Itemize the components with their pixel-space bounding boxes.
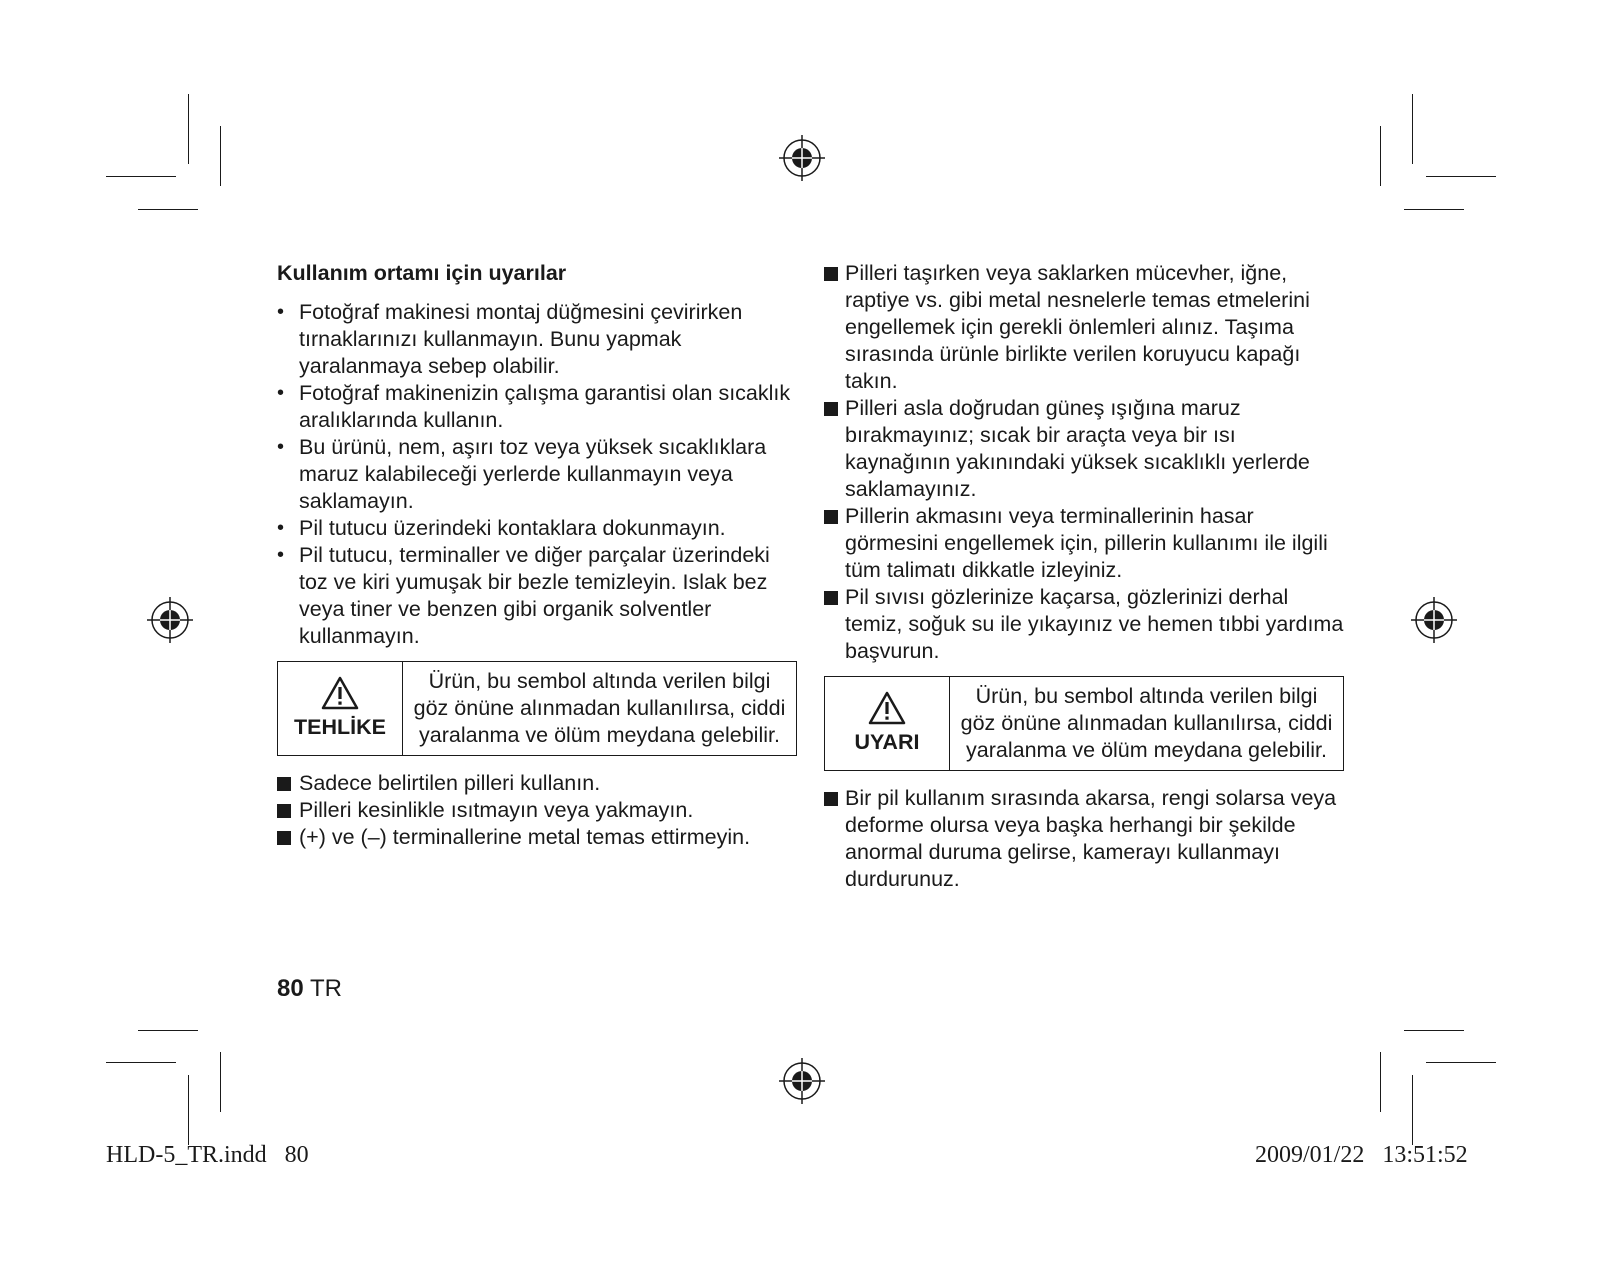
list-item: Bir pil kullanım sırasında akarsa, rengi solarsa veya deforme olursa veya başka herhangi bir şekilde anormal duruma gelirse, kamerayı kullanmayı durdurunuz. bbox=[824, 785, 1344, 893]
warning-text: Ürün, bu sembol altında verilen bilgi göz önüne alınmadan kullanılırsa, ciddi yaralanma ve ölüm meydana gelebilir. bbox=[960, 684, 1333, 762]
list-item: • Bu ürünü, nem, aşırı toz veya yüksek sıcaklıklara maruz kalabileceği yerlerde kullanmayın veya saklamayın. bbox=[277, 435, 767, 513]
list-item: Pilleri asla doğrudan güneş ışığına maruz bırakmayınız; sıcak bir araçta veya bir ısı kaynağının yakınındaki yüksek sıcaklıklı yerlerde saklamayınız. bbox=[824, 395, 1344, 503]
crop-mark bbox=[106, 1062, 176, 1063]
list-item: (+) ve (–) terminallerine metal temas ettirmeyin. bbox=[277, 824, 797, 851]
list-item: • Pil tutucu üzerindeki kontaklara dokunmayın. bbox=[277, 516, 726, 540]
registration-mark-icon bbox=[147, 597, 193, 643]
crop-mark bbox=[1412, 94, 1413, 164]
left-column bbox=[277, 260, 797, 851]
danger-label-cell bbox=[278, 662, 403, 755]
square-list bbox=[277, 770, 797, 851]
list-item: Pilleri taşırken veya saklarken mücevher, iğne, raptiye vs. gibi metal nesnelerle temas etmelerini engellemek için gerekli önlemleri alınız. Taşıma sırasında ürünle birlikte verilen koruyucu kapağı takın. bbox=[824, 260, 1344, 395]
registration-mark-icon bbox=[1411, 597, 1457, 643]
warning-triangle-icon bbox=[321, 676, 359, 710]
list-item: • Fotoğraf makinesi montaj düğmesini çevirirken tırnaklarınızı kullanmayın. Bunu yapmak yaralanmaya sebep olabilir. bbox=[277, 300, 743, 378]
bullet-list bbox=[277, 299, 797, 650]
crop-mark bbox=[220, 126, 221, 186]
list-item: Sadece belirtilen pilleri kullanın. bbox=[277, 770, 797, 797]
crop-mark bbox=[188, 1075, 189, 1145]
crop-mark bbox=[138, 209, 198, 210]
slug-timestamp: 2009/01/22 13:51:52 bbox=[1255, 1142, 1468, 1168]
right-column bbox=[824, 260, 1344, 893]
warning-box bbox=[824, 676, 1344, 771]
danger-text: Ürün, bu sembol altında verilen bilgi göz önüne alınmadan kullanılırsa, ciddi yaralanma ve ölüm meydana gelebilir. bbox=[413, 669, 786, 747]
crop-mark bbox=[1404, 209, 1464, 210]
registration-mark-icon bbox=[779, 135, 825, 181]
crop-mark bbox=[220, 1052, 221, 1112]
crop-mark bbox=[106, 176, 176, 177]
crop-mark bbox=[1404, 1030, 1464, 1031]
list-item: • Fotoğraf makinenizin çalışma garantisi olan sıcaklık aralıklarında kullanın. bbox=[277, 381, 791, 432]
crop-mark bbox=[1426, 176, 1496, 177]
registration-mark-icon bbox=[779, 1058, 825, 1104]
crop-mark bbox=[1380, 126, 1381, 186]
page-number bbox=[277, 975, 342, 1003]
section-heading: Kullanım ortamı için uyarılar bbox=[277, 261, 567, 285]
square-list bbox=[824, 785, 1344, 893]
warning-label-cell bbox=[825, 677, 950, 770]
language-code: TR bbox=[309, 975, 342, 1002]
list-item: Pilleri kesinlikle ısıtmayın veya yakmayın. bbox=[277, 797, 797, 824]
crop-mark bbox=[138, 1030, 198, 1031]
crop-mark bbox=[1412, 1075, 1413, 1145]
slug-file: HLD-5_TR.indd 80 bbox=[106, 1142, 309, 1168]
danger-box bbox=[277, 661, 797, 756]
crop-mark bbox=[188, 94, 189, 164]
list-item: Pil sıvısı gözlerinize kaçarsa, gözlerinizi derhal temiz, soğuk su ile yıkayınız ve hemen tıbbi yardıma başvurun. bbox=[824, 584, 1344, 665]
page-number-value: 80 bbox=[277, 975, 304, 1002]
warning-triangle-icon bbox=[868, 691, 906, 725]
crop-mark bbox=[1380, 1052, 1381, 1112]
square-list bbox=[824, 260, 1344, 665]
danger-label: TEHLİKE bbox=[294, 715, 386, 739]
list-item: • Pil tutucu, terminaller ve diğer parçalar üzerindeki toz ve kiri yumuşak bir bezle temizleyin. Islak bez veya tiner ve benzen gibi organik solventler kullanmayın. bbox=[277, 543, 770, 648]
list-item: Pillerin akmasını veya terminallerinin hasar görmesini engellemek için, pillerin kullanımı ile ilgili tüm talimatı dikkatle izleyiniz. bbox=[824, 503, 1344, 584]
crop-mark bbox=[1426, 1062, 1496, 1063]
warning-label: UYARI bbox=[854, 730, 920, 754]
